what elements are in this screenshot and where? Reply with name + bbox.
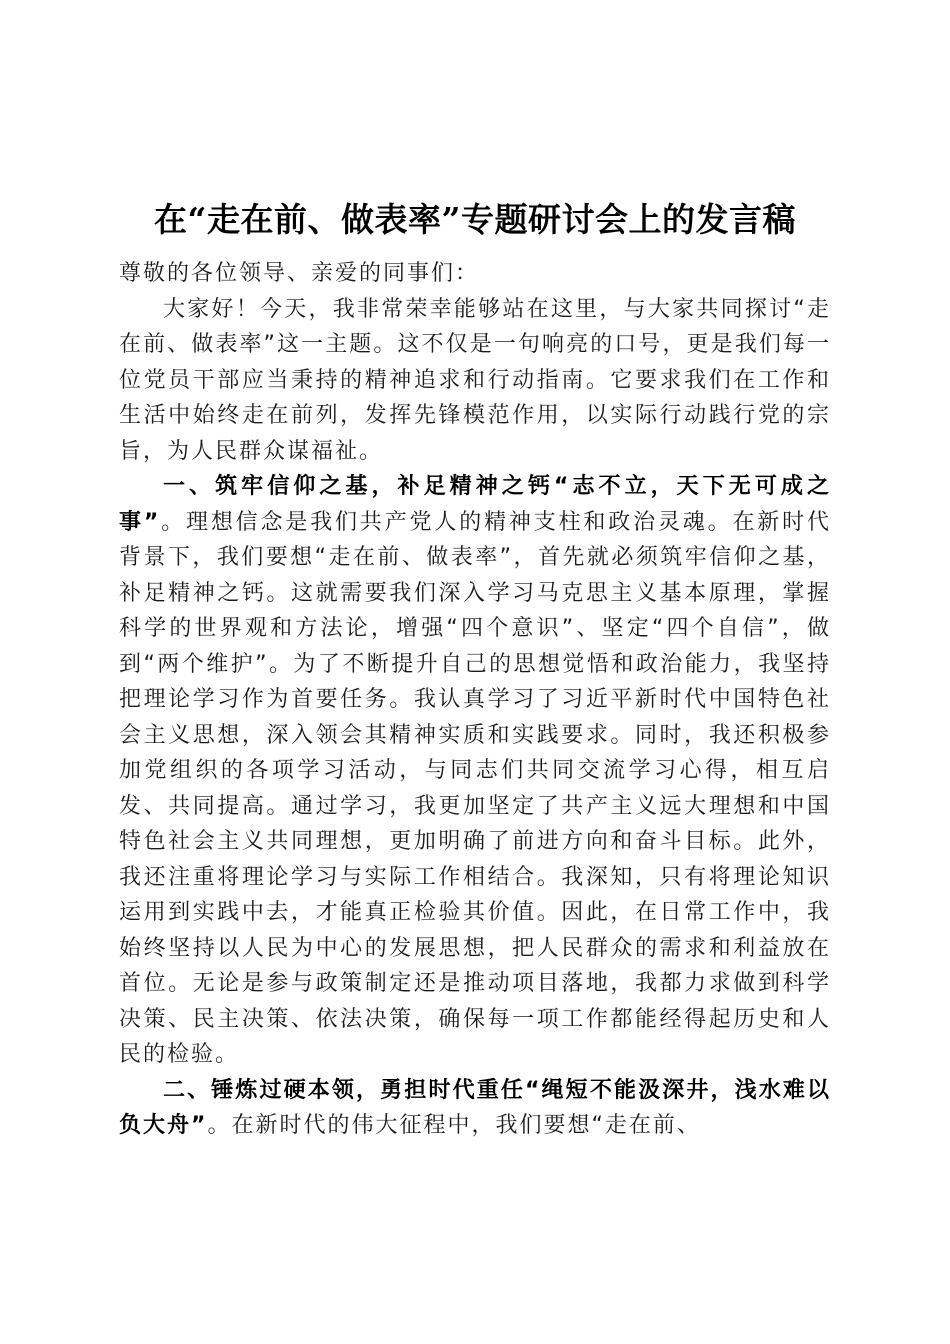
greeting-line: 尊敬的各位领导、亲爱的同事们： <box>119 261 480 286</box>
paragraph-text: 。理想信念是我们共产党人的精神支柱和政治灵魂。在新时代背景下，我们要想“走在前、做表率”，首先就必须筑牢信仰之基，补足精神之钙。这就需要我们深入学习马克思主义基本原理，掌握科学的世界观和方法论，增强“四个意识”、坚定“四个自信”，做到“两个维护”。为了不断提升自己的思想觉悟和政治能力，我坚持把理论学习作为首要任务。我认真学习了习近平新时代中国特色社会主义思想，深入领会其精神实质和实践要求。同时，我还积极参加党组织的各项学习活动，与同志们共同交流学习心得，相互启发、共同提高。通过学习，我更加坚定了共产主义远大理想和中国特色社会主义共同理想，更加明确了前进方向和奋斗目标。此外，我还注重将理论学习与实际工作相结合。我深知，只有将理论知识运用到实践中去，才能真正检验其价值。因此，在日常工作中，我始终坚持以人民为中心的发展思想，把人民群众的需求和利益放在首位。无论是参与政策制定还是推动项目落地，我都力求做到科学决策、民主决策、依法决策，确保每一项工作都能经得起历史和人民的检验。 <box>119 509 831 1067</box>
paragraph-section-two <box>119 1073 831 1144</box>
section-heading: 一、筑牢信仰之基，补足精神之钙“志不立，天下无可成之事” <box>119 474 831 535</box>
section-heading: 二、锤炼过硬本领，勇担时代重任“绳短不能汲深井，浅水难以负大舟” <box>119 1077 831 1138</box>
document-body <box>119 256 831 1144</box>
paragraph-section-one <box>119 469 831 1073</box>
paragraph-text: 。在新时代的伟大征程中，我们要想“走在前、 <box>207 1113 701 1138</box>
paragraph-text: 大家好！今天，我非常荣幸能够站在这里，与大家共同探讨“走在前、做表率”这一主题。这不仅是一句响亮的口号，更是我们每一位党员干部应当秉持的精神追求和行动指南。它要求我们在工作和生活中始终走在前列，发挥先锋模范作用，以实际行动践行党的宗旨，为人民群众谋福祉。 <box>119 296 831 464</box>
paragraph-opening <box>119 292 831 470</box>
document-title: 在“走在前、做表率”专题研讨会上的发言稿 <box>154 200 796 239</box>
